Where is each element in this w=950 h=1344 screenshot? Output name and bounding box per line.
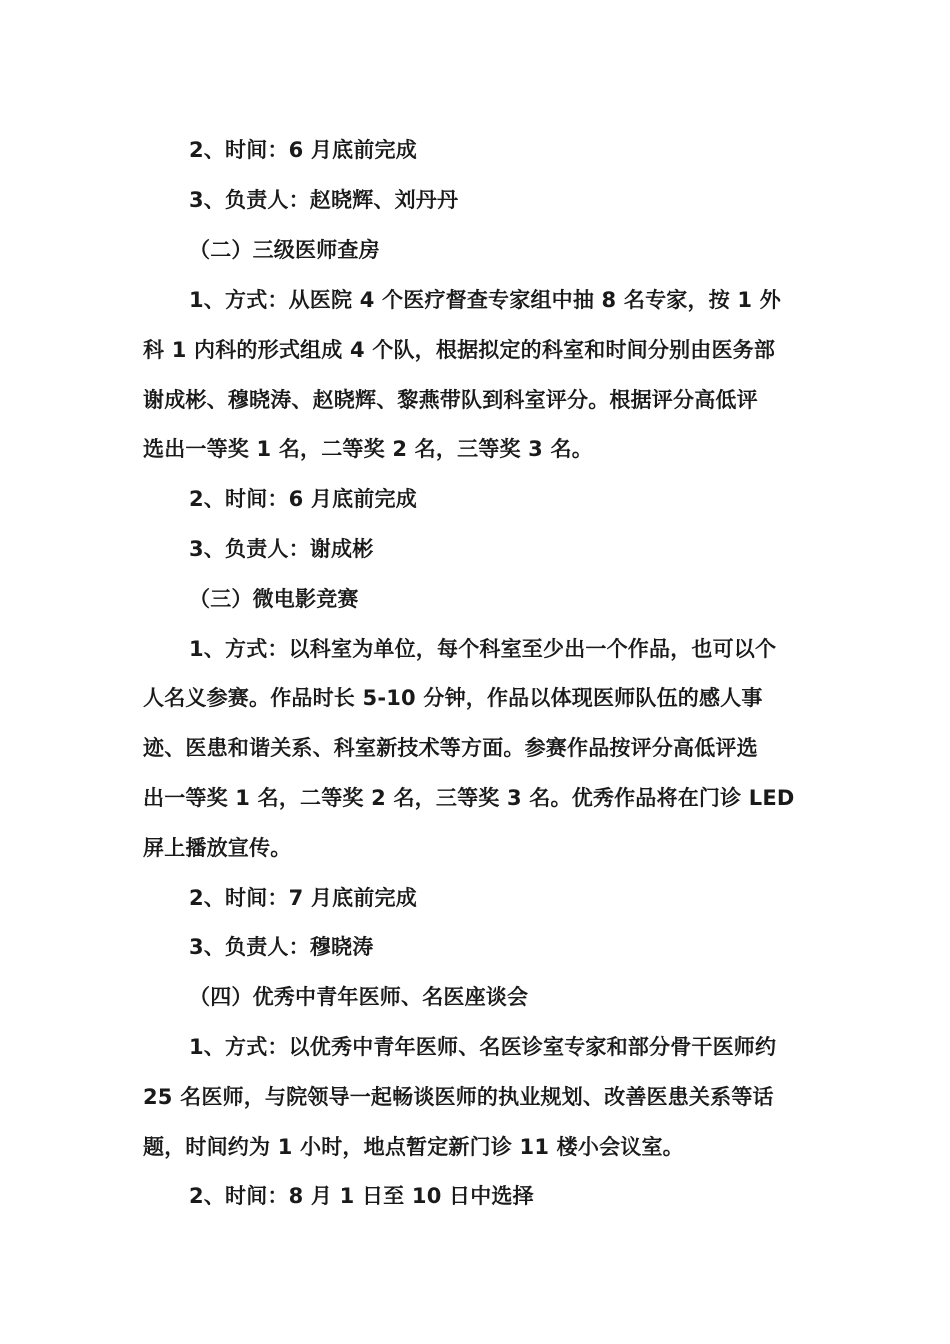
text-line: 2、时间：8 月 1 日至 10 日中选择	[189, 1184, 534, 1208]
text-line: 2、时间：6 月底前完成	[189, 138, 417, 162]
text-line: 1、方式：以科室为单位，每个科室至少出一个作品，也可以个	[189, 637, 777, 661]
text-line: 谢成彬、穆晓涛、赵晓辉、黎燕带队到科室评分。根据评分高低评	[143, 388, 758, 412]
text-line: 题，时间约为 1 小时，地点暂定新门诊 11 楼小会议室。	[143, 1135, 684, 1159]
text-line: 科 1 内科的形式组成 4 个队，根据拟定的科室和时间分别由医务部	[143, 338, 776, 362]
text-line: 3、负责人：谢成彬	[189, 537, 374, 561]
text-line: 选出一等奖 1 名，二等奖 2 名，三等奖 3 名。	[143, 437, 593, 461]
text-line: 出一等奖 1 名，二等奖 2 名，三等奖 3 名。优秀作品将在门诊 LED	[143, 786, 795, 810]
text-line: 屏上播放宣传。	[143, 836, 292, 860]
text-line: 25 名医师，与院领导一起畅谈医师的执业规划、改善医患关系等话	[143, 1085, 774, 1109]
section-heading: （二）三级医师查房	[189, 238, 380, 262]
text-line: 3、负责人：赵晓辉、刘丹丹	[189, 188, 459, 212]
section-heading: （三）微电影竞赛	[189, 587, 359, 611]
text-line: 人名义参赛。作品时长 5-10 分钟，作品以体现医师队伍的感人事	[143, 686, 763, 710]
text-line: 迹、医患和谐关系、科室新技术等方面。参赛作品按评分高低评选	[143, 736, 758, 760]
text-line: 1、方式：以优秀中青年医师、名医诊室专家和部分骨干医师约	[189, 1035, 777, 1059]
text-line: 2、时间：6 月底前完成	[189, 487, 417, 511]
text-line: 3、负责人：穆晓涛	[189, 935, 374, 959]
text-line: 2、时间：7 月底前完成	[189, 886, 417, 910]
section-heading: （四）优秀中青年医师、名医座谈会	[189, 985, 529, 1009]
text-line: 1、方式：从医院 4 个医疗督查专家组中抽 8 名专家，按 1 外	[189, 288, 781, 312]
